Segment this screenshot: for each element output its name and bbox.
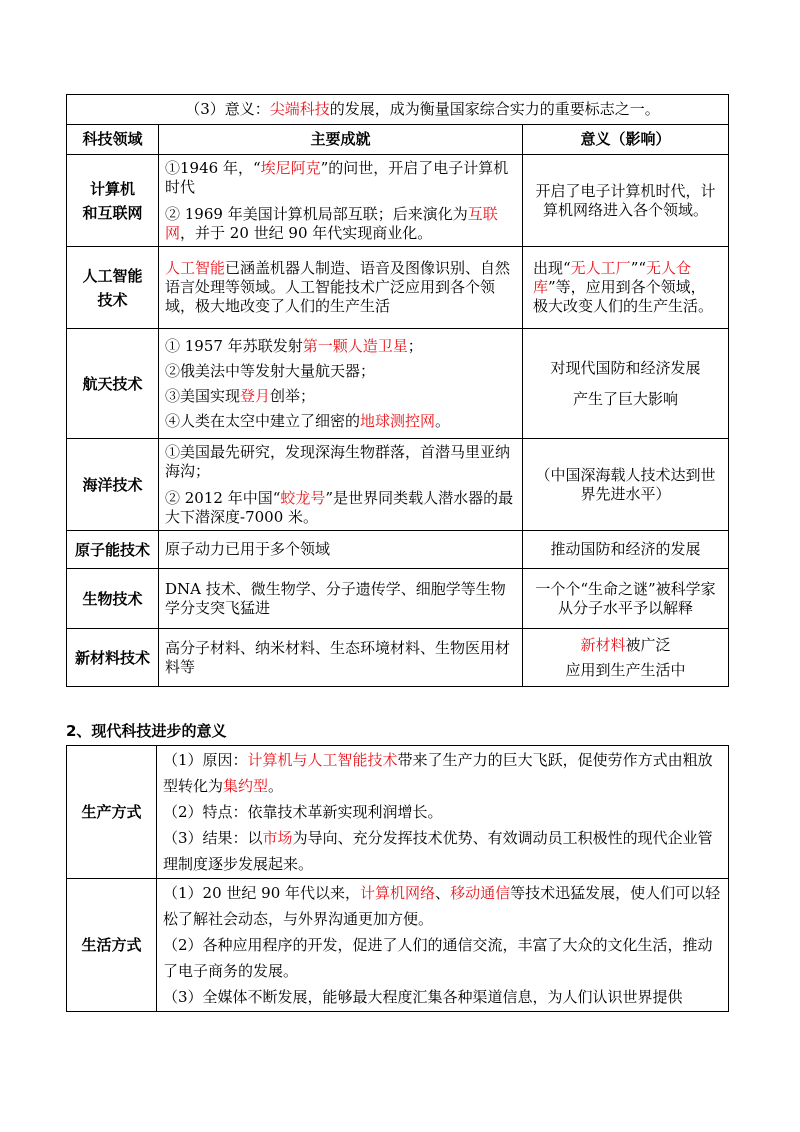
field-ai: 人工智能 技术 — [67, 247, 159, 329]
achievement-item: ④人类在太空中建立了细密的地球测控网。 — [165, 411, 451, 430]
table-row-aerospace — [67, 329, 729, 439]
header-significance: 意义（影响） — [523, 125, 729, 155]
field-ocean: 海洋技术 — [67, 439, 159, 531]
header-field: 科技领域 — [67, 125, 159, 155]
intro-prefix: （3）意义： — [185, 100, 270, 118]
header-row — [67, 125, 729, 155]
body-production — [157, 746, 729, 879]
significance-nuclear: 推动国防和经济的发展 — [523, 531, 729, 569]
intro-suffix: 的发展，成为衡量国家综合实力的重要标志之一。 — [329, 100, 660, 118]
achievement-item: ①1946 年，“埃尼阿克”的问世，开启了电子计算机时代 — [165, 158, 509, 196]
significance-bio: 一个个“生命之谜”被科学家从分子水平予以解释 — [523, 569, 729, 629]
achievements-ocean — [159, 439, 523, 531]
achievements-computer — [159, 155, 523, 247]
achievement-item: ② 2012 年中国“蛟龙号”是世界同类载人潜水器的最大下潜深度-7000 米。 — [165, 488, 514, 526]
field-bio: 生物技术 — [67, 569, 159, 629]
paragraph: （1）20 世纪 90 年代以来，计算机网络、移动通信等技术迅猛发展，使人们可以轻松了解社会动态，与外界沟通更加方便。 — [163, 884, 721, 928]
body-life — [157, 879, 729, 1012]
paragraph: （2）各种应用程序的开发，促进了人们的通信交流，丰富了大众的文化生活，推动了电子商务的发展。 — [163, 936, 713, 980]
table-row-nuclear — [67, 531, 729, 569]
table-row-computer — [67, 155, 729, 247]
achievements-ai — [159, 247, 523, 329]
achievement-item: ③美国实现登月创举； — [165, 386, 316, 405]
table-row — [67, 95, 729, 125]
field-materials: 新材料技术 — [67, 629, 159, 687]
achievement-item: ② 1969 年美国计算机局部互联；后来演化为互联网，并于 20 世纪 90 年代实现商业化。 — [165, 204, 498, 242]
significance-ai: 出现“无人工厂”“无人仓库”等，应用到各个领域，极大改变人们的生产生活。 — [523, 247, 729, 329]
achievement-item: ① 1957 年苏联发射第一颗人造卫星； — [165, 336, 423, 355]
achievements-aerospace — [159, 329, 523, 439]
achievement-item: 人工智能已涵盖机器人制造、语音及图像识别、自然语言处理等领域。人工智能技术广泛应用到各个领域，极大地改变了人们的生产生活 — [165, 259, 511, 315]
significance-ocean: （中国深海载人技术达到世界先进水平） — [523, 439, 729, 531]
achievements-bio: DNA 技术、微生物学、分子遗传学、细胞学等生物学分支突飞猛进 — [159, 569, 523, 629]
field-computer: 计算机 和互联网 — [67, 155, 159, 247]
table-row-bio — [67, 569, 729, 629]
label-production: 生产方式 — [67, 746, 157, 879]
paragraph: （2）特点：依靠技术革新实现利润增长。 — [163, 803, 443, 821]
significance-materials: 新材料被广泛 应用到生产生活中 — [523, 629, 729, 687]
section-heading: 2、现代科技进步的意义 — [66, 722, 227, 740]
table-row-ocean — [67, 439, 729, 531]
achievements-nuclear: 原子动力已用于多个领域 — [159, 531, 523, 569]
header-achievements: 主要成就 — [159, 125, 523, 155]
intro-highlight: 尖端科技 — [269, 100, 330, 118]
significance-aerospace: 对现代国防和经济发展 产生了巨大影响 — [523, 329, 729, 439]
table-row-production — [67, 746, 729, 879]
achievements-materials: 高分子材料、纳米材料、生态环境材料、生物医用材料等 — [159, 629, 523, 687]
paragraph: （3）全媒体不断发展，能够最大程度汇集各种渠道信息，为人们认识世界提供 — [163, 988, 683, 1006]
achievement-item: ②俄美法中等发射大量航天器； — [165, 361, 376, 380]
progress-significance-table — [66, 745, 729, 1012]
significance-computer: 开启了电子计算机时代，计算机网络进入各个领域。 — [523, 155, 729, 247]
field-nuclear: 原子能技术 — [67, 531, 159, 569]
tech-fields-table — [66, 94, 729, 687]
table-row-life — [67, 879, 729, 1012]
table-row-ai — [67, 247, 729, 329]
intro-cell — [67, 95, 729, 125]
field-aerospace: 航天技术 — [67, 329, 159, 439]
paragraph: （1）原因：计算机与人工智能技术带来了生产力的巨大飞跃，促使劳作方式由粗放型转化为集约型。 — [163, 751, 713, 795]
label-life: 生活方式 — [67, 879, 157, 1012]
table-row-materials — [67, 629, 729, 687]
paragraph: （3）结果：以市场为导向、充分发挥技术优势、有效调动员工积极性的现代企业管理制度逐步发展起来。 — [163, 829, 713, 873]
achievement-item: ①美国最先研究，发现深海生物群落，首潜马里亚纳海沟； — [165, 442, 511, 480]
